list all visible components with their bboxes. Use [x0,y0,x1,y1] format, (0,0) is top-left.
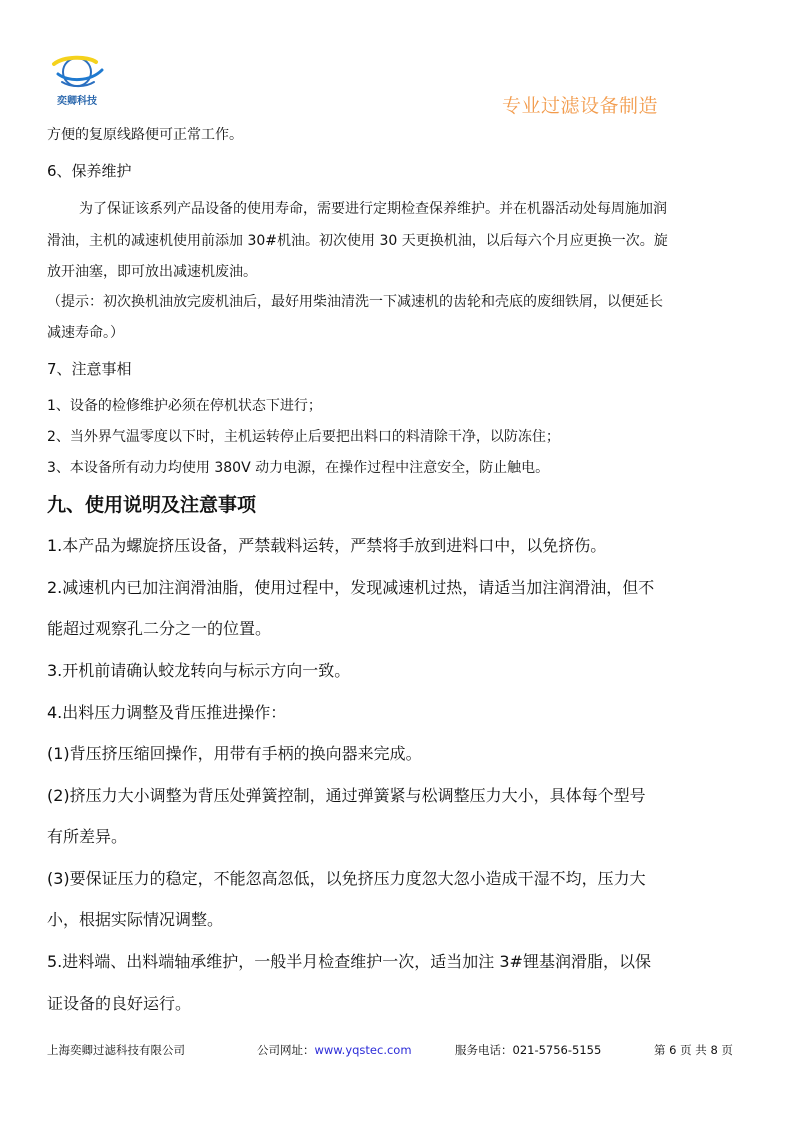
section-9-line: (1)背压挤压缩回操作，用带有手柄的换向器来完成。 [47,744,422,763]
section-9-line: 2.减速机内已加注润滑油脂，使用过程中，发现减速机过热，请适当加注润滑油，但不 [47,578,655,597]
section-9-line: 3.开机前请确认蛟龙转向与标示方向一致。 [47,661,351,680]
section-6-tip-line: （提示：初次换机油放完废机油后，最好用柴油清洗一下减速机的齿轮和壳底的废细铁屑，以便延长 [47,294,663,310]
section-9-line: 能超过观察孔二分之一的位置。 [47,619,272,638]
section-9-line: 有所差异。 [47,827,128,846]
footer-page-info: 第 6 页 共 8 页 [654,1043,733,1057]
footer-phone [455,1042,601,1058]
section-6-para-line: 为了保证该系列产品设备的使用寿命，需要进行定期检查保养维护。并在机器活动处每周施加润 [79,201,667,217]
section-9-line: 1.本产品为螺旋挤压设备，严禁载料运转，严禁将手放到进料口中，以免挤伤。 [47,536,607,555]
footer-company: 上海奕卿过滤科技有限公司 [47,1043,185,1057]
section-9-line: 证设备的良好运行。 [47,994,192,1013]
section-9-title: 九、使用说明及注意事项 [47,494,257,516]
section-9-line: 小，根据实际情况调整。 [47,910,224,929]
section-6-title: 6、保养维护 [47,162,132,180]
section-6-tip-line: 减速寿命。） [47,325,124,341]
footer-phone-number: 021-5756-5155 [512,1043,602,1057]
company-logo [46,52,108,108]
continuation-text: 方便的复原线路便可正常工作。 [47,127,243,143]
section-7-item: 3、本设备所有动力均使用 380V 动力电源，在操作过程中注意安全，防止触电。 [47,460,550,476]
footer-website [257,1042,412,1058]
footer-phone-label: 服务电话： [455,1043,513,1057]
header-slogan: 专业过滤设备制造 [502,95,659,117]
section-9-line: 5.进料端、出料端轴承维护，一般半月检查维护一次，适当加注 3#锂基润滑脂，以保 [47,952,651,971]
section-6-para-line: 滑油，主机的减速机使用前添加 30#机油。初次使用 30 天更换机油，以后每六个月应更换一次。旋 [47,233,668,249]
section-9-line: (2)挤压力大小调整为背压处弹簧控制，通过弹簧紧与松调整压力大小，具体每个型号 [47,786,646,805]
section-7-item: 2、当外界气温零度以下时，主机运转停止后要把出料口的料清除干净，以防冻住； [47,429,560,445]
logo-text: 奕卿科技 [57,96,97,107]
section-7-title: 7、注意事相 [47,360,132,378]
section-7-item: 1、设备的检修维护必须在停机状态下进行； [47,398,322,414]
section-9-line: 4.出料压力调整及背压推进操作： [47,703,287,722]
section-6-para-line: 放开油塞，即可放出减速机废油。 [47,264,257,280]
footer-website-link[interactable]: www.yqstec.com [314,1043,412,1057]
globe-swoosh-icon [50,52,104,92]
footer-website-label: 公司网址： [257,1043,315,1057]
section-9-line: (3)要保证压力的稳定，不能忽高忽低，以免挤压力度忽大忽小造成干湿不均，压力大 [47,869,646,888]
